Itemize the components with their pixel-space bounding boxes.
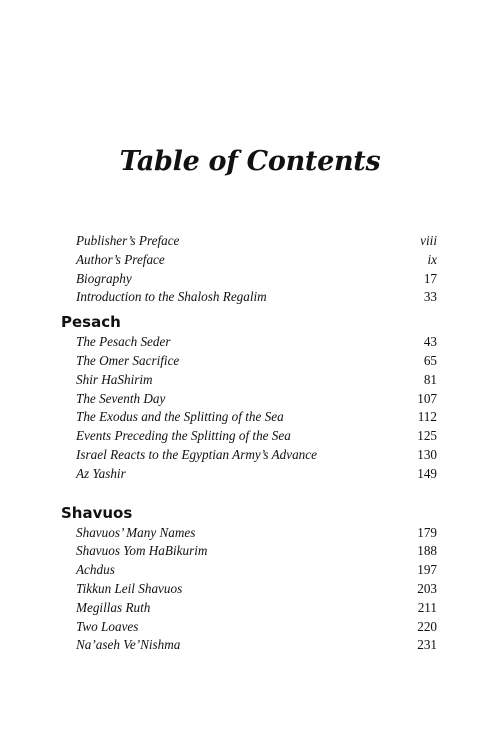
- toc-entry[interactable]: [0, 390, 500, 409]
- toc-entry-title: The Seventh Day: [76, 390, 166, 406]
- toc-entry-page: 197: [417, 562, 437, 578]
- toc-entry-title: The Exodus and the Splitting of the Sea: [76, 409, 284, 425]
- toc-entry-page: 203: [417, 580, 437, 596]
- toc-entry-title: Achdus: [76, 562, 115, 578]
- toc-entry-page: 81: [423, 371, 437, 387]
- toc-entry-title: Tikkun Leil Shavuos: [76, 580, 183, 596]
- toc-entry[interactable]: [0, 636, 500, 655]
- toc-entry[interactable]: [0, 465, 500, 484]
- section-heading-label: Shavuos: [61, 503, 133, 522]
- toc-entry-page: ix: [427, 251, 437, 267]
- toc-entry[interactable]: [0, 542, 500, 561]
- toc-entry-page: 125: [417, 428, 437, 444]
- toc-entry-title: Biography: [76, 270, 132, 286]
- section-spacer: [0, 484, 500, 498]
- toc-entry[interactable]: [0, 333, 500, 352]
- toc-entry[interactable]: [0, 427, 500, 446]
- toc-entry-title: The Omer Sacrifice: [76, 352, 180, 368]
- toc-entry-title: Na’aseh Ve’Nishma: [76, 637, 181, 653]
- toc-entry-title: Az Yashir: [76, 465, 126, 481]
- toc-entry[interactable]: [0, 618, 500, 637]
- toc-entry-page: 149: [417, 465, 437, 481]
- toc-entry-title: Shavuos Yom HaBikurim: [76, 543, 208, 559]
- toc-entry-page: 112: [417, 409, 437, 425]
- toc-entry-page: 231: [417, 637, 437, 653]
- toc-entry[interactable]: [0, 561, 500, 580]
- toc-entry[interactable]: [0, 408, 500, 427]
- section-heading-label: Pesach: [61, 313, 121, 332]
- toc-entry-title: Events Preceding the Splitting of the Sea: [76, 428, 291, 444]
- toc-entry-title: Publisher’s Preface: [76, 233, 180, 248]
- toc-list: [0, 232, 500, 655]
- toc-entry-title: Two Loaves: [76, 618, 139, 634]
- toc-entry[interactable]: [0, 288, 500, 307]
- toc-entry[interactable]: [0, 446, 500, 465]
- toc-entry-page: 33: [423, 289, 437, 305]
- toc-entry-page: 130: [417, 446, 437, 462]
- toc-entry-page: 65: [423, 352, 437, 368]
- section-heading-shavuos: [0, 502, 500, 524]
- toc-entry[interactable]: [0, 371, 500, 390]
- toc-entry-page: 17: [423, 270, 437, 286]
- toc-entry-title: Introduction to the Shalosh Regalim: [76, 289, 267, 305]
- toc-entry-title: Shir HaShirim: [76, 371, 153, 387]
- toc-entry-page: 211: [417, 599, 437, 615]
- toc-entry-title: Megillas Ruth: [76, 599, 151, 615]
- toc-entry[interactable]: [0, 232, 500, 251]
- toc-entry-page: viii: [420, 233, 437, 248]
- toc-entry[interactable]: [0, 270, 500, 289]
- toc-entry-page: 188: [417, 543, 437, 559]
- toc-entry-title: The Pesach Seder: [76, 334, 171, 350]
- toc-entry[interactable]: [0, 580, 500, 599]
- toc-entry[interactable]: [0, 352, 500, 371]
- toc-entry-page: 107: [417, 390, 437, 406]
- toc-entry[interactable]: [0, 251, 500, 270]
- toc-entry-page: 220: [417, 618, 437, 634]
- toc-entry-title: Author’s Preface: [76, 251, 165, 267]
- toc-entry[interactable]: [0, 524, 500, 543]
- toc-entry-title: Shavuos’ Many Names: [76, 524, 196, 540]
- toc-entry-page: 179: [417, 524, 437, 540]
- page-title: Table of Contents: [119, 146, 381, 177]
- toc-entry[interactable]: [0, 599, 500, 618]
- toc-entry-title: Israel Reacts to the Egyptian Army’s Advance: [76, 446, 317, 462]
- toc-entry-page: 43: [423, 334, 437, 350]
- section-heading-pesach: [0, 311, 500, 333]
